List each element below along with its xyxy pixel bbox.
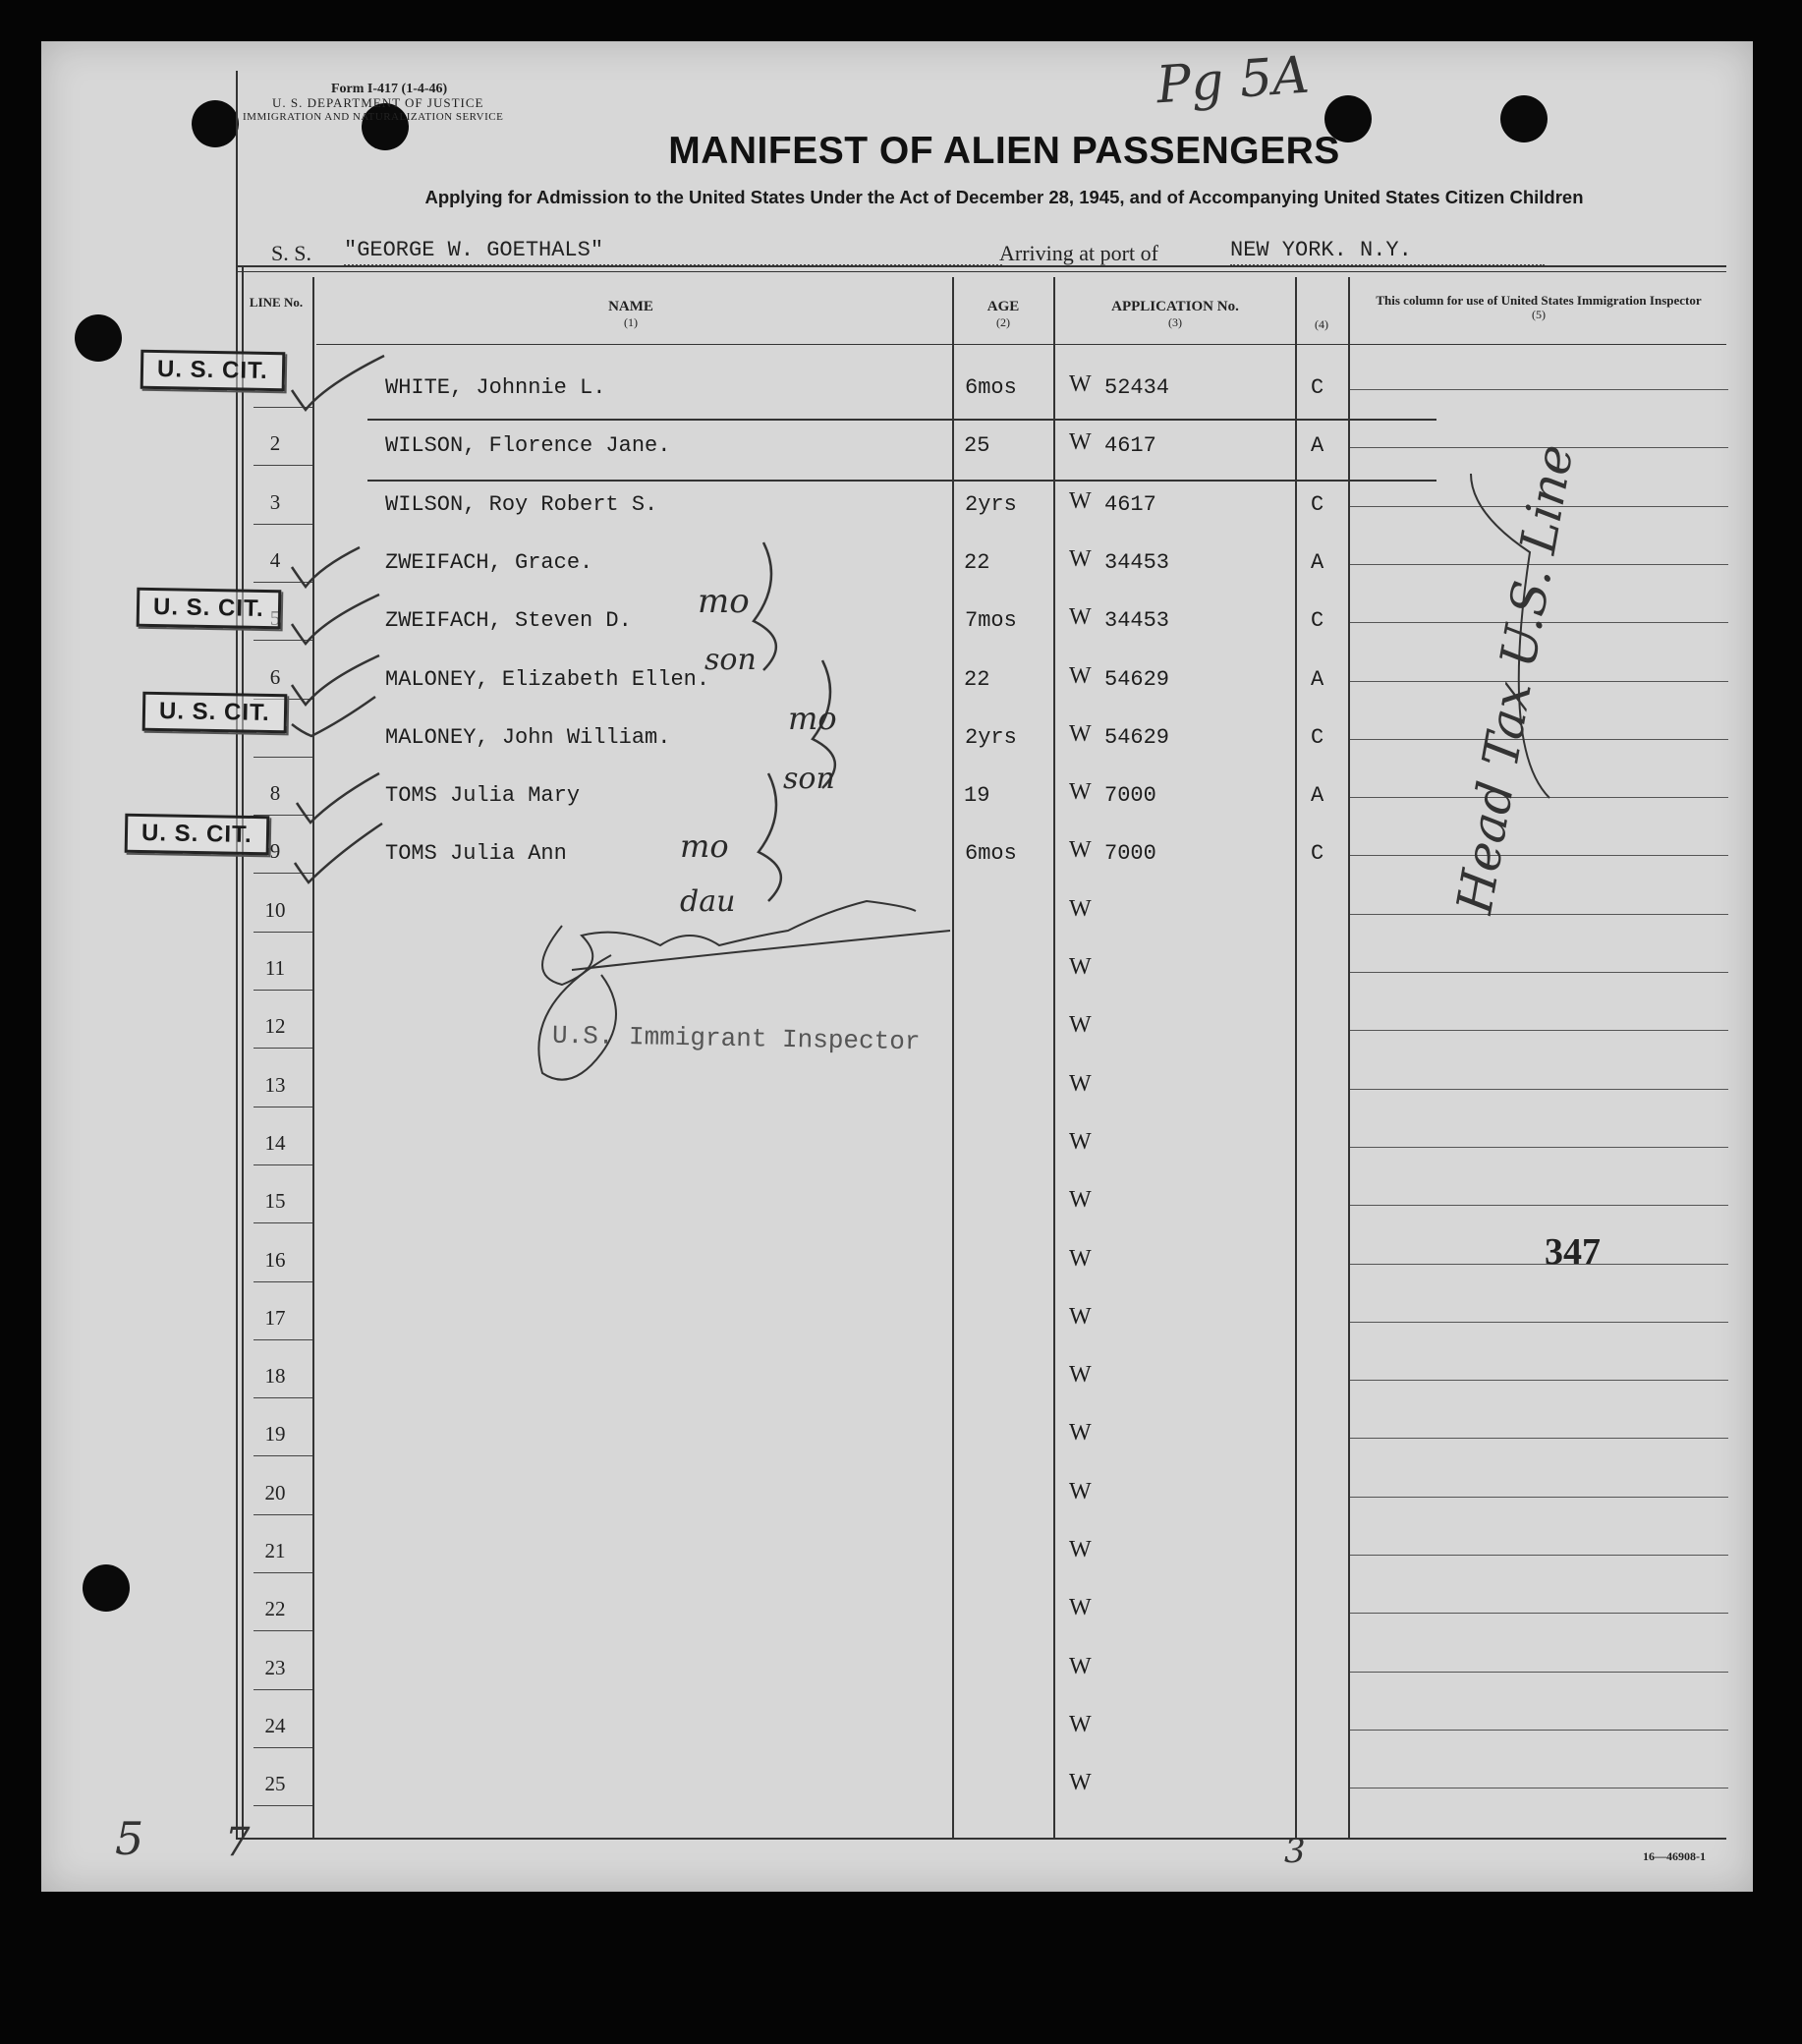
col-header-line	[244, 295, 309, 311]
page-number: 347	[1545, 1231, 1601, 1273]
app-prefix: W	[1069, 954, 1092, 980]
form-number: Form I-417 (1-4-46)	[331, 82, 448, 96]
inspector-rule	[1350, 1613, 1728, 1614]
app-prefix: W	[1069, 1478, 1092, 1505]
check-icon	[292, 595, 379, 644]
line-rule	[253, 1747, 312, 1748]
line-rule	[253, 1048, 312, 1049]
strike-line	[367, 480, 1436, 482]
line-rule	[253, 1339, 312, 1340]
line-number: 15	[264, 1189, 286, 1214]
line-rule	[253, 1281, 312, 1282]
strike-line	[367, 419, 1436, 421]
line-number: 22	[264, 1597, 286, 1621]
bottom-mark: 7	[225, 1820, 251, 1865]
inspector-rule	[1350, 739, 1728, 740]
app-prefix: W	[1069, 371, 1092, 397]
line-rule	[253, 932, 312, 933]
line-number: 12	[264, 1014, 286, 1039]
col-header-inspector-label: This column for use of United States Immigration Inspector	[1376, 293, 1702, 308]
col-header-app-label: APPLICATION No.	[1111, 299, 1239, 314]
line-number: 2	[269, 431, 281, 456]
inspector-rule	[1350, 1555, 1728, 1556]
app-prefix: W	[1069, 1537, 1092, 1562]
app-prefix: W	[1069, 1595, 1092, 1621]
app-prefix: W	[1069, 1128, 1092, 1155]
line-number: 24	[264, 1713, 286, 1737]
line-rule	[253, 1164, 312, 1165]
status-code: C	[1311, 491, 1324, 517]
passenger-age: 25	[964, 433, 990, 459]
inspector-rule	[1350, 1205, 1728, 1206]
us-citizen-stamp: U. S. CIT.	[141, 350, 285, 392]
passenger-age: 2yrs	[965, 724, 1017, 750]
line-number: 13	[264, 1072, 286, 1097]
inspector-rule	[1350, 1380, 1728, 1381]
line-number: 9	[269, 839, 281, 864]
head-tax-note: Head Tax U.S. Line	[1445, 440, 1585, 918]
application-number: 34453	[1104, 549, 1170, 575]
line-rule	[253, 524, 312, 525]
app-prefix: W	[1069, 1070, 1092, 1097]
col-header-inspector-num: (5)	[1532, 308, 1546, 321]
line-rule	[253, 465, 312, 466]
inspector-rule	[1350, 1089, 1728, 1090]
application-number: 7000	[1104, 783, 1156, 809]
app-prefix: W	[1069, 1711, 1092, 1737]
inspector-rule	[1350, 972, 1728, 973]
bracket-icon	[759, 773, 781, 901]
line-number: 21	[264, 1539, 286, 1562]
application-number: 54629	[1104, 666, 1170, 692]
line-number: 8	[269, 781, 281, 806]
app-prefix: W	[1069, 1770, 1092, 1796]
department-name: U. S. DEPARTMENT OF JUSTICE	[272, 95, 484, 110]
col-header-age-num: (2)	[996, 315, 1010, 329]
ship-name: "GEORGE W. GOETHALS"	[344, 238, 1002, 266]
line-rule	[253, 582, 312, 583]
line-number: 25	[264, 1772, 286, 1796]
line-number: 3	[269, 489, 281, 514]
form-header	[243, 83, 503, 124]
passenger-name: WILSON, Florence Jane.	[385, 433, 671, 459]
col-header-app	[1057, 299, 1293, 330]
app-prefix: W	[1069, 1012, 1092, 1039]
line-number: 11	[264, 956, 286, 980]
passenger-age: 22	[964, 666, 990, 692]
passenger-name: MALONEY, John William.	[385, 724, 671, 750]
line-rule	[253, 990, 312, 991]
col-header-age	[955, 299, 1051, 330]
passenger-name: MALONEY, Elizabeth Ellen.	[385, 666, 710, 692]
inspector-rule	[1350, 855, 1728, 856]
passenger-age: 19	[964, 783, 990, 809]
inspector-rule	[1350, 1438, 1728, 1439]
port-label: Arriving at port of	[999, 241, 1158, 265]
app-prefix: W	[1069, 545, 1092, 572]
check-icon	[292, 655, 379, 705]
check-icon	[292, 697, 375, 736]
signature-icon	[542, 901, 950, 985]
port-name: NEW YORK. N.Y.	[1230, 238, 1545, 266]
line-rule	[253, 1805, 312, 1806]
line-number: 18	[264, 1364, 286, 1389]
col-divider-name	[312, 277, 314, 1840]
ship-label: S. S.	[271, 241, 311, 265]
app-prefix: W	[1069, 487, 1092, 514]
status-code: C	[1311, 608, 1324, 634]
inspector-rule	[1350, 1322, 1728, 1323]
passenger-age: 6mos	[965, 841, 1017, 867]
colhead-rule	[316, 344, 1726, 345]
app-prefix: W	[1069, 1653, 1092, 1679]
col-header-4-num: (4)	[1315, 317, 1328, 331]
bracket-icon	[754, 542, 776, 670]
left-border	[236, 71, 238, 1840]
app-prefix: W	[1069, 1420, 1092, 1447]
application-number: 54629	[1104, 724, 1170, 750]
passenger-name: WILSON, Roy Robert S.	[385, 491, 658, 517]
passenger-age: 22	[964, 549, 990, 575]
relation-note: mo	[788, 700, 837, 737]
line-number: 6	[269, 664, 281, 689]
status-code: C	[1311, 375, 1324, 400]
passenger-name: TOMS Julia Mary	[385, 783, 581, 809]
passenger-age: 7mos	[965, 608, 1017, 634]
passenger-name: WHITE, Johnnie L.	[385, 375, 606, 400]
left-border-2	[242, 267, 244, 1840]
app-prefix: W	[1069, 429, 1092, 456]
inspector-rule	[1350, 1730, 1728, 1731]
bottom-mark: 3	[1284, 1832, 1306, 1871]
col-header-name-label: NAME	[608, 299, 653, 314]
passenger-name: ZWEIFACH, Grace.	[385, 549, 593, 575]
application-number: 52434	[1104, 375, 1170, 400]
footer-code: 16—46908-1	[1643, 1849, 1706, 1863]
app-prefix: W	[1069, 720, 1092, 747]
inspector-title: U.S. Immigrant Inspector	[551, 1020, 921, 1057]
col-divider-5	[1348, 277, 1350, 1840]
col-header-4	[1297, 316, 1346, 332]
inspector-rule	[1350, 797, 1728, 798]
line-rule	[253, 1397, 312, 1398]
status-code: A	[1311, 433, 1324, 459]
line-rule	[253, 407, 312, 408]
page-reference: Pg 5A	[1154, 45, 1312, 116]
application-number: 4617	[1104, 491, 1156, 517]
manifest-title: MANIFEST OF ALIEN PASSENGERS	[668, 130, 1340, 172]
line-number: 17	[264, 1305, 286, 1330]
line-rule	[253, 1689, 312, 1690]
passenger-age: 2yrs	[965, 491, 1017, 517]
inspector-rule	[1350, 914, 1728, 915]
col-header-line-label: LINE No.	[249, 295, 304, 310]
line-number: 14	[264, 1130, 286, 1155]
relation-note: mo	[698, 582, 750, 621]
app-prefix: W	[1069, 779, 1092, 806]
relation-note: son	[704, 643, 757, 677]
line-number: 4	[269, 547, 281, 572]
header-rule-2	[238, 271, 1726, 272]
bottom-rule	[238, 1838, 1726, 1840]
inspector-rule	[1350, 1264, 1728, 1265]
manifest-page	[41, 41, 1753, 1892]
check-icon	[292, 356, 384, 410]
line-number: 23	[264, 1655, 286, 1679]
line-rule	[253, 1222, 312, 1223]
status-code: A	[1311, 783, 1324, 809]
status-code: C	[1311, 724, 1324, 750]
status-code: A	[1311, 549, 1324, 575]
app-prefix: W	[1069, 1187, 1092, 1214]
app-prefix: W	[1069, 1303, 1092, 1330]
status-code: C	[1311, 841, 1324, 867]
line-rule	[253, 1514, 312, 1515]
relation-note: mo	[680, 827, 729, 865]
col-header-inspector	[1354, 294, 1723, 321]
bottom-mark: 5	[115, 1812, 144, 1865]
line-rule	[253, 1455, 312, 1456]
header-rule	[238, 265, 1726, 267]
inspector-rule	[1350, 389, 1728, 390]
app-prefix: W	[1069, 662, 1092, 689]
col-header-name-num: (1)	[624, 315, 638, 329]
us-citizen-stamp: U. S. CIT.	[142, 692, 287, 734]
punch-hole	[83, 1564, 130, 1612]
app-prefix: W	[1069, 895, 1092, 922]
signature-icon	[538, 955, 616, 1080]
passenger-name: ZWEIFACH, Steven D.	[385, 608, 632, 634]
service-name: IMMIGRATION AND NATURALIZATION SERVICE	[243, 111, 504, 123]
col-header-age-label: AGE	[986, 299, 1020, 314]
punch-hole	[192, 100, 239, 147]
line-rule	[253, 757, 312, 758]
app-prefix: W	[1069, 604, 1092, 631]
application-number: 4617	[1104, 433, 1156, 459]
col-divider-4	[1295, 277, 1297, 1840]
relation-note: son	[783, 762, 835, 796]
line-number: 16	[264, 1247, 286, 1272]
inspector-rule	[1350, 1030, 1728, 1031]
line-number: 20	[264, 1480, 286, 1505]
line-rule	[253, 640, 312, 641]
us-citizen-stamp: U. S. CIT.	[137, 588, 281, 630]
app-prefix: W	[1069, 837, 1092, 864]
line-rule	[253, 1572, 312, 1573]
app-prefix: W	[1069, 1362, 1092, 1389]
col-divider-app	[1053, 277, 1055, 1840]
us-citizen-stamp: U. S. CIT.	[125, 814, 269, 856]
col-header-name	[316, 299, 945, 330]
col-header-app-num: (3)	[1168, 315, 1182, 329]
relation-note: dau	[680, 884, 736, 919]
line-number: 19	[264, 1422, 286, 1447]
application-number: 7000	[1104, 841, 1156, 867]
inspector-rule	[1350, 1672, 1728, 1673]
status-code: A	[1311, 666, 1324, 692]
line-rule	[253, 1630, 312, 1631]
line-rule	[253, 873, 312, 874]
passenger-age: 6mos	[965, 375, 1017, 400]
passenger-name: TOMS Julia Ann	[385, 841, 567, 867]
application-number: 34453	[1104, 608, 1170, 634]
line-number: 10	[264, 897, 286, 922]
inspector-rule	[1350, 1147, 1728, 1148]
punch-hole	[75, 314, 122, 362]
app-prefix: W	[1069, 1245, 1092, 1272]
inspector-rule	[1350, 1497, 1728, 1498]
manifest-subtitle: Applying for Admission to the United States Under the Act of December 28, 1945, and of Accompanying United States Citizen Children	[424, 187, 1584, 207]
col-divider-age	[952, 277, 954, 1840]
